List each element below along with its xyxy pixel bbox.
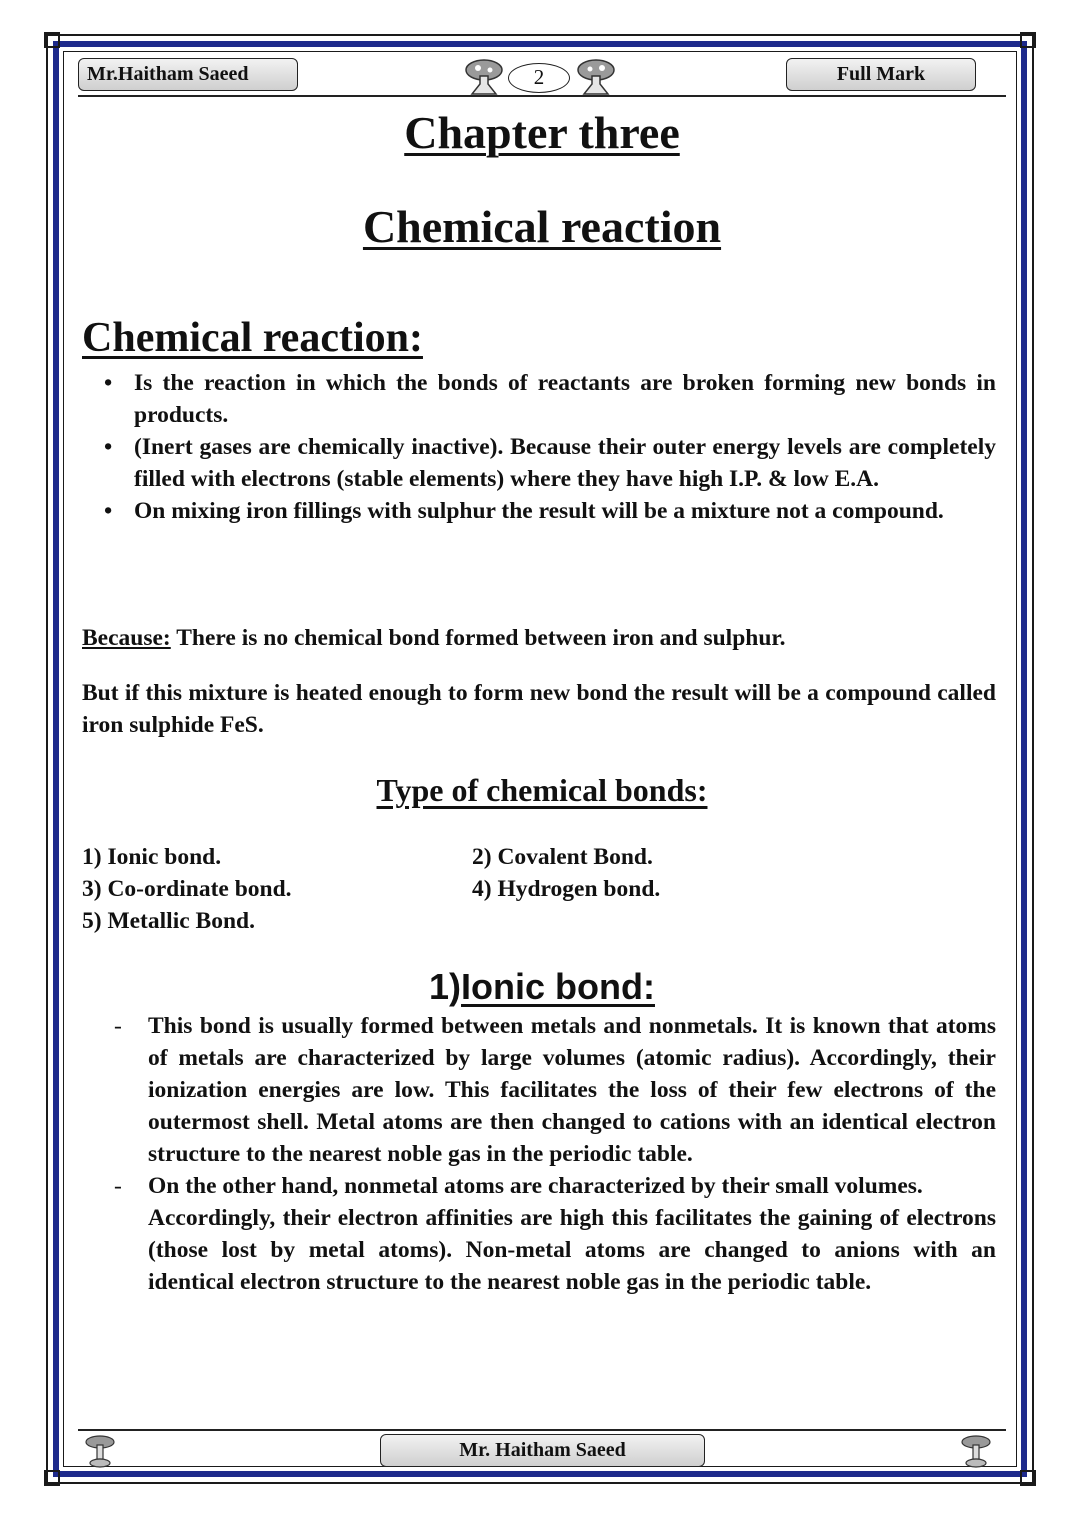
heating-paragraph: But if this mixture is heated enough to form new bond the result will be a compound called iron sulphide FeS. [82,680,996,738]
because-paragraph [82,622,996,654]
chapter-title: Chapter three [404,107,680,158]
dash-icon: - [114,1173,122,1199]
because-label: Because: [82,625,171,651]
ionic-continuation: Accordingly, their electron affinities are high this facilitates the gaining of electrons (those lost by metal atoms). Non-metal atoms are changed to anions with an identical electron structure to the nearest noble gas in the periodic table. [148,1205,996,1295]
bullet-icon: • [104,434,113,460]
list-item: - This bond is usually formed between metals and nonmetals. It is known that atoms of metals are characterized by large volumes (atomic radius). Accordingly, their ionization energies are low. This facilitates the loss of their few electrons of the outermost shell. Metal atoms are then changed to cations with an identical electron structure to the nearest noble gas in the periodic table. [82,1010,996,1170]
ionic-bond-heading [78,966,1006,1008]
bullet-icon: • [104,370,113,396]
ionic-bond-number: 1) [429,966,462,1007]
list-item: - On the other hand, nonmetal atoms are characterized by their small volumes. [82,1170,996,1202]
bond-types-heading: Type of chemical bonds: [376,772,708,808]
footer-author-box [380,1434,705,1467]
page-number-oval [508,63,570,93]
list-item: 3) Co-ordinate bond. [82,876,292,902]
corner-ornament-top-left [44,32,60,48]
corner-ornament-bottom-right [1020,1470,1036,1486]
header-author: Mr.Haitham Saeed [87,63,249,85]
bond-types-list [82,841,661,937]
corner-ornament-top-right [1020,32,1036,48]
ionic-bond-points [82,1010,996,1298]
footer-divider [78,1429,1006,1431]
dash-icon: - [114,1013,122,1039]
page-number: 2 [533,65,545,89]
lab-stand-icon [82,1433,118,1469]
footer-author: Mr. Haitham Saeed [459,1439,626,1461]
header-full-mark: Full Mark [836,63,926,85]
lab-stand-icon [958,1433,994,1469]
list-item: • Is the reaction in which the bonds of reactants are broken forming new bonds in products. [82,367,996,431]
header-full-mark-box [786,58,976,91]
list-item: 4) Hydrogen bond. [472,876,661,902]
corner-ornament-bottom-left [44,1470,60,1486]
header-author-box [78,58,298,91]
ionic-bond-title: Ionic bond: [461,966,655,1007]
list-item: 5) Metallic Bond. [82,908,255,934]
bullet-icon: • [104,498,113,524]
flask-icon [574,56,618,96]
header-divider [78,95,1006,97]
section-heading: Chemical reaction: [82,315,423,361]
definition-list [82,367,996,527]
list-item: • (Inert gases are chemically inactive). Because their outer energy levels are completely filled with electrons (stable elements) where they have high I.P. & low E.A. [82,431,996,495]
chapter-subtitle: Chemical reaction [362,201,722,252]
because-text: There is no chemical bond formed between iron and sulphur. [170,625,786,651]
flask-icon [462,56,506,96]
list-item: 2) Covalent Bond. [472,844,653,870]
list-item: 1) Ionic bond. [82,844,222,870]
list-item: • On mixing iron fillings with sulphur the result will be a mixture not a compound. [82,495,996,527]
